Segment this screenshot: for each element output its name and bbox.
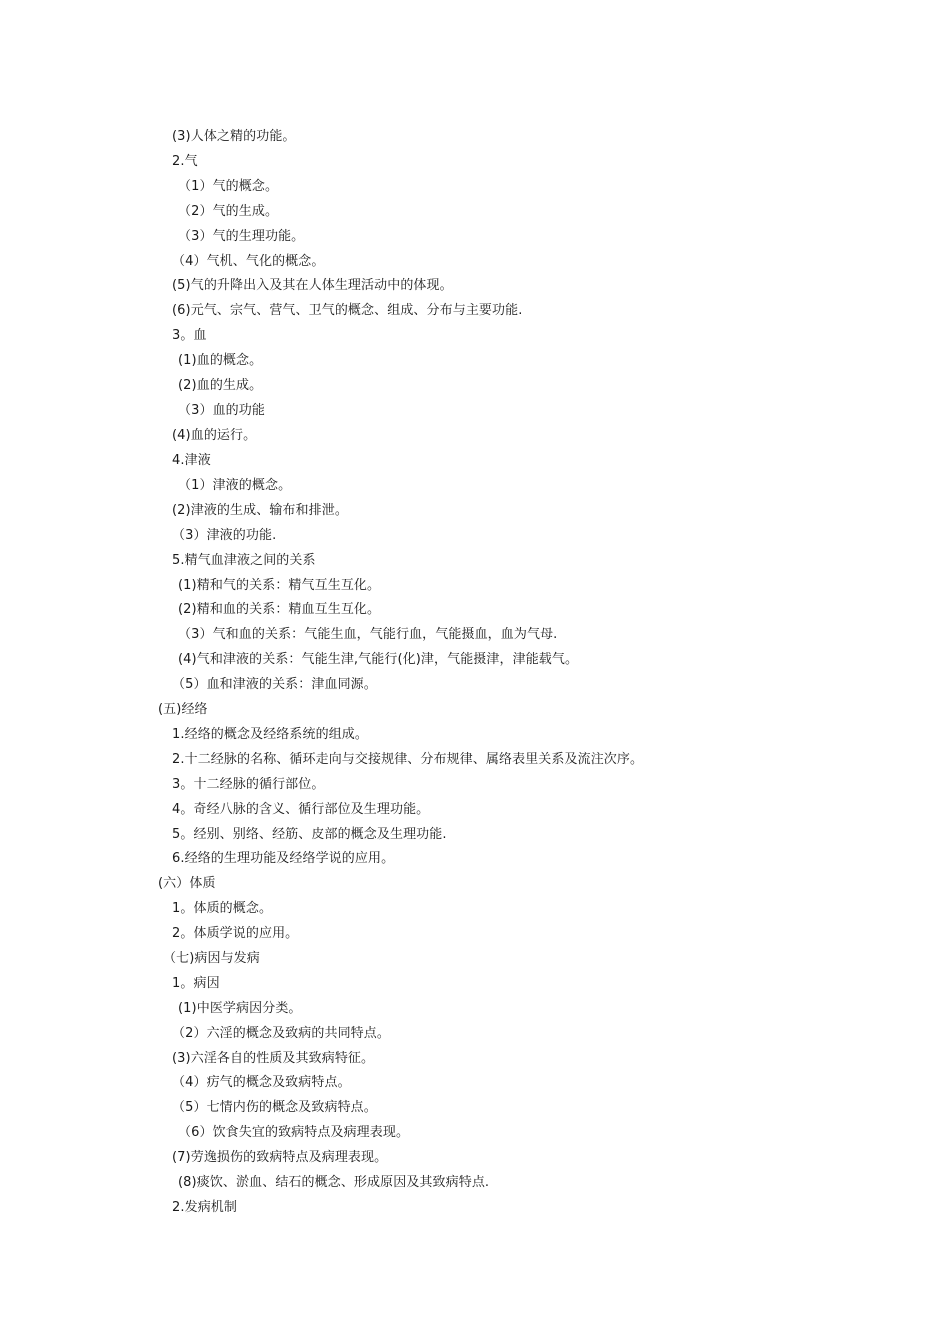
text-line: 2.发病机制 bbox=[172, 1200, 238, 1215]
text-line: （3）津液的功能. bbox=[172, 528, 277, 543]
text-line: 6.经络的生理功能及经络学说的应用。 bbox=[172, 851, 395, 866]
text-line: （4）气机、气化的概念。 bbox=[172, 254, 325, 269]
text-line: (5)气的升降出入及其在人体生理活动中的体现。 bbox=[172, 278, 453, 293]
text-line: （3）血的功能 bbox=[178, 403, 265, 418]
text-line: (2)精和血的关系：精血互生互化。 bbox=[178, 602, 381, 617]
text-line: 3。血 bbox=[172, 328, 207, 343]
text-line: （3）气和血的关系：气能生血，气能行血，气能摄血，血为气母. bbox=[178, 627, 558, 642]
text-line: (8)痰饮、淤血、结石的概念、形成原因及其致病特点. bbox=[178, 1175, 490, 1190]
text-line: 4.津液 bbox=[172, 453, 211, 468]
text-line: （6）饮食失宜的致病特点及病理表现。 bbox=[178, 1125, 410, 1140]
text-line: （5）七情内伤的概念及致病特点。 bbox=[172, 1100, 377, 1115]
text-line: （4）疠气的概念及致病特点。 bbox=[172, 1075, 351, 1090]
text-line: (2)津液的生成、输布和排泄。 bbox=[172, 503, 348, 518]
section-heading: （七)病因与发病 bbox=[163, 951, 260, 966]
text-line: 5。经别、别络、经筋、皮部的概念及生理功能. bbox=[172, 827, 447, 842]
text-line: (4)气和津液的关系：气能生津,气能行(化)津，气能摄津，津能载气。 bbox=[178, 652, 579, 667]
text-line: (1)中医学病因分类。 bbox=[178, 1001, 302, 1016]
text-line: (1)血的概念。 bbox=[178, 353, 263, 368]
section-heading: (六）体质 bbox=[158, 876, 216, 891]
text-line: (6)元气、宗气、营气、卫气的概念、组成、分布与主要功能. bbox=[172, 303, 523, 318]
text-line: 2.气 bbox=[172, 154, 198, 169]
text-line: （1）气的概念。 bbox=[178, 179, 279, 194]
text-line: (3)六淫各自的性质及其致病特征。 bbox=[172, 1051, 375, 1066]
section-heading: (五)经络 bbox=[158, 702, 208, 717]
text-line: 2.十二经脉的名称、循环走向与交接规律、分布规律、属络表里关系及流注次序。 bbox=[172, 752, 644, 767]
text-line: （2）六淫的概念及致病的共同特点。 bbox=[172, 1026, 390, 1041]
text-line: (1)精和气的关系：精气互生互化。 bbox=[178, 578, 381, 593]
text-line: 5.精气血津液之间的关系 bbox=[172, 553, 316, 568]
text-line: 4。奇经八脉的含义、循行部位及生理功能。 bbox=[172, 802, 430, 817]
text-line: （2）气的生成。 bbox=[178, 204, 279, 219]
text-line: (4)血的运行。 bbox=[172, 428, 257, 443]
text-line: 1。病因 bbox=[172, 976, 220, 991]
text-line: 1。体质的概念。 bbox=[172, 901, 273, 916]
text-line: (2)血的生成。 bbox=[178, 378, 263, 393]
text-line: (7)劳逸损伤的致病特点及病理表现。 bbox=[172, 1150, 388, 1165]
text-line: 2。体质学说的应用。 bbox=[172, 926, 299, 941]
text-line: （1）津液的概念。 bbox=[178, 478, 292, 493]
text-line: 1.经络的概念及经络系统的组成。 bbox=[172, 727, 369, 742]
text-line: 3。十二经脉的循行部位。 bbox=[172, 777, 325, 792]
text-line: （3）气的生理功能。 bbox=[178, 229, 305, 244]
text-line: (3)人体之精的功能。 bbox=[172, 129, 296, 144]
text-line: （5）血和津液的关系：津血同源。 bbox=[172, 677, 377, 692]
